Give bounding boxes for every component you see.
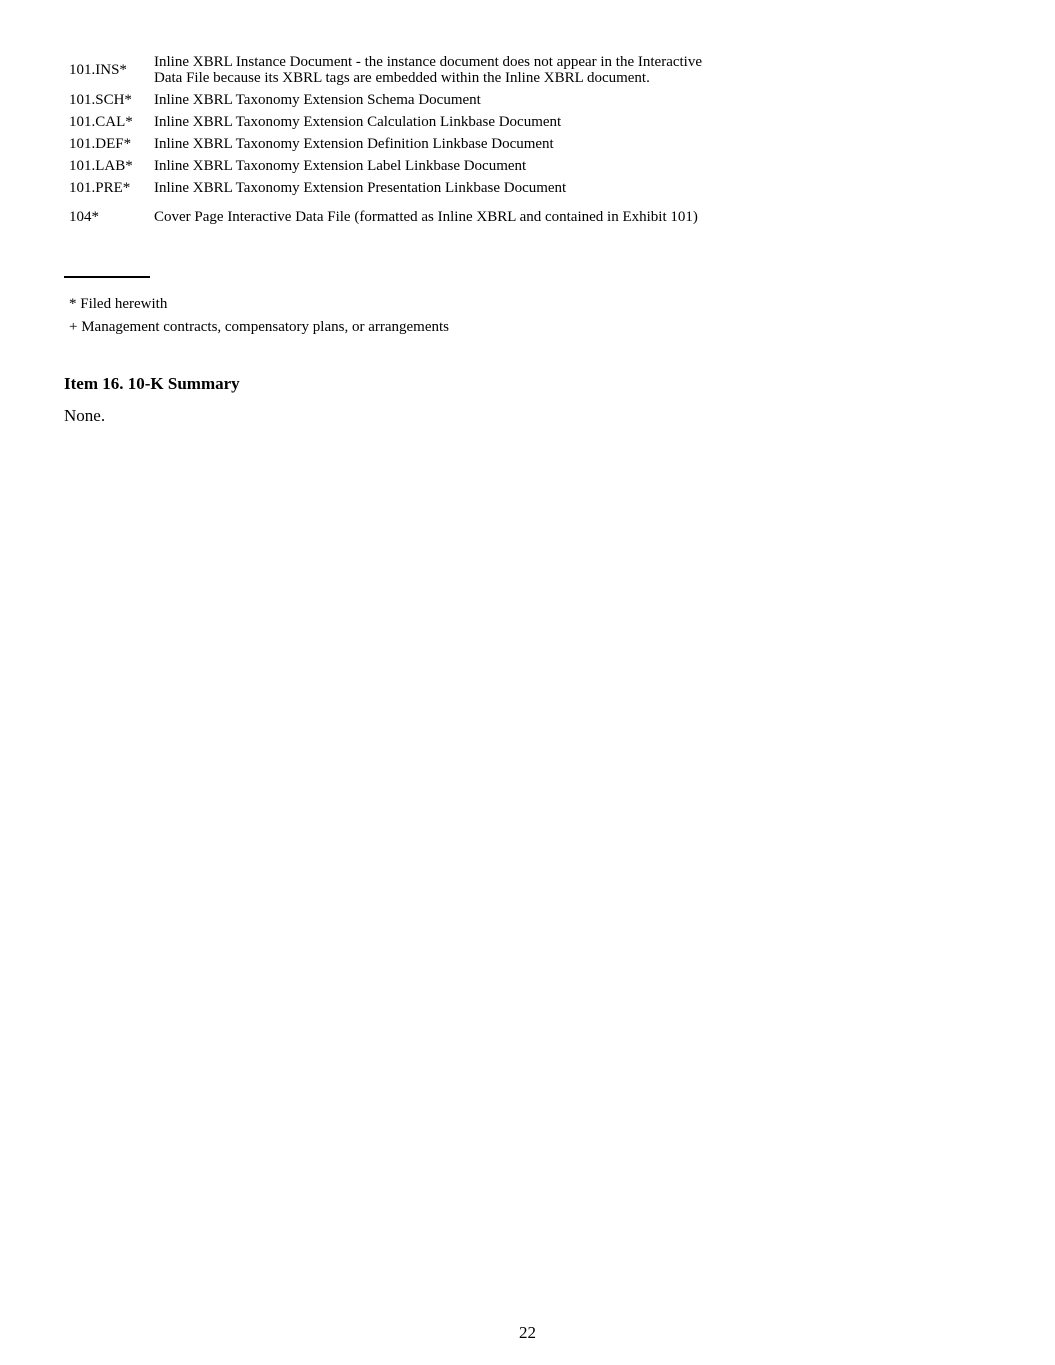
exhibit-description: Inline XBRL Taxonomy Extension Definition Linkbase Document: [154, 136, 554, 152]
footnote-management-contracts: + Management contracts, compensatory plans, or arrangements: [69, 319, 449, 335]
footnote-filed-herewith: * Filed herewith: [69, 296, 168, 312]
page-number: 22: [519, 1323, 536, 1342]
exhibit-number: 101.PRE*: [69, 180, 131, 196]
exhibit-description: Inline XBRL Taxonomy Extension Presentation Linkbase Document: [154, 180, 567, 196]
exhibit-description: Inline XBRL Instance Document - the instance document does not appear in the Interactive Data File because its XBRL tags are embedded within the Inline XBRL document.: [154, 54, 703, 86]
exhibit-number: 101.CAL*: [69, 114, 133, 130]
table-row: [64, 199, 709, 233]
exhibit-number: 104*: [69, 209, 99, 225]
exhibit-description: Inline XBRL Taxonomy Extension Calculation Linkbase Document: [154, 114, 562, 130]
table-row: [64, 155, 709, 177]
table-row: [64, 51, 709, 89]
table-row: [64, 177, 709, 199]
table-row: [64, 111, 709, 133]
section-heading: Item 16. 10-K Summary: [64, 374, 240, 393]
exhibit-description: Inline XBRL Taxonomy Extension Schema Document: [154, 92, 481, 108]
exhibit-description: Cover Page Interactive Data File (formatted as Inline XBRL and contained in Exhibit 101): [154, 209, 698, 225]
table-row: [64, 133, 709, 155]
exhibit-description: Inline XBRL Taxonomy Extension Label Linkbase Document: [154, 158, 527, 174]
exhibit-table: [64, 51, 709, 233]
section-body: None.: [64, 406, 106, 425]
exhibit-number: 101.SCH*: [69, 92, 132, 108]
table-row: [64, 89, 709, 111]
footnote-divider: [64, 276, 150, 278]
exhibit-number: 101.LAB*: [69, 158, 133, 174]
exhibit-number: 101.DEF*: [69, 136, 132, 152]
exhibit-number: 101.INS*: [69, 62, 127, 78]
